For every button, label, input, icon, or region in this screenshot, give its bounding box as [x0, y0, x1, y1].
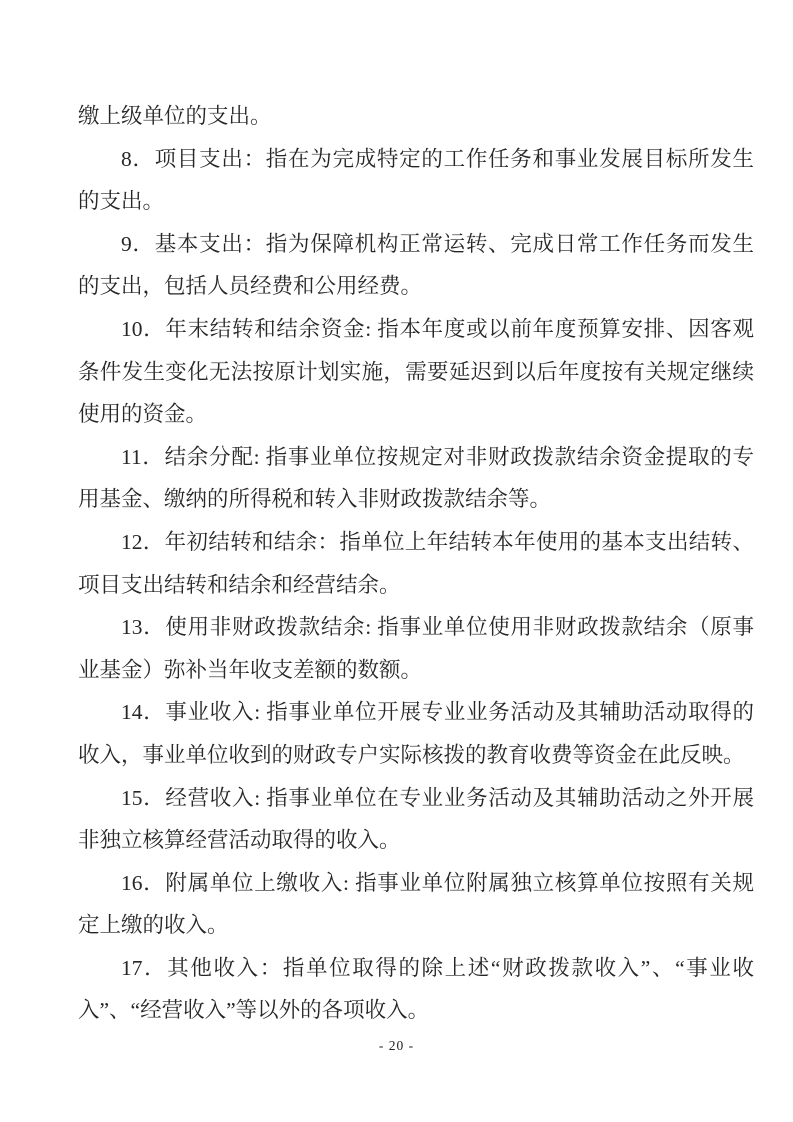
paragraph-item-8: 8．项目支出：指在为完成特定的工作任务和事业发展目标所发生的支出。: [78, 146, 754, 214]
page-number: - 20 -: [378, 1038, 415, 1053]
page-footer: [0, 1038, 793, 1054]
paragraph-item-14: 14．事业收入: 指事业单位开展专业业务活动及其辅助活动取得的收入，事业单位收到的财政专户实际核拨的教育收费等资金在此反映。: [78, 700, 754, 767]
paragraph-item-10: 10．年末结转和结余资金: 指本年度或以前年度预算安排、因客观条件发生变化无法按原计划实施，需要延迟到以后年度按有关规定继续使用的资金。: [78, 316, 754, 427]
document-body: [78, 95, 754, 1032]
paragraph-item-17: 17．其他收入：指单位取得的除上述“财政拨款收入”、“事业收入”、“经营收入”等以外的各项收入。: [78, 955, 754, 1023]
paragraph-item-13: 13．使用非财政拨款结余: 指事业单位使用非财政拨款结余（原事业基金）弥补当年收支差额的数额。: [78, 615, 754, 682]
paragraph-item-15: 15．经营收入: 指事业单位在专业业务活动及其辅助活动之外开展非独立核算经营活动取得的收入。: [78, 785, 754, 853]
paragraph-item-12: 12．年初结转和结余：指单位上年结转本年使用的基本支出结转、项目支出结转和结余和经营结余。: [78, 529, 754, 597]
paragraph-continuation: 缴上级单位的支出。: [78, 104, 272, 128]
paragraph-item-16: 16．附属单位上缴收入: 指事业单位附属独立核算单位按照有关规定上缴的收入。: [78, 870, 754, 938]
paragraph-item-11: 11．结余分配: 指事业单位按规定对非财政拨款结余资金提取的专用基金、缴纳的所得税和转入非财政拨款结余等。: [78, 444, 754, 512]
paragraph-item-9: 9．基本支出：指为保障机构正常运转、完成日常工作任务而发生的支出，包括人员经费和公用经费。: [78, 231, 754, 299]
